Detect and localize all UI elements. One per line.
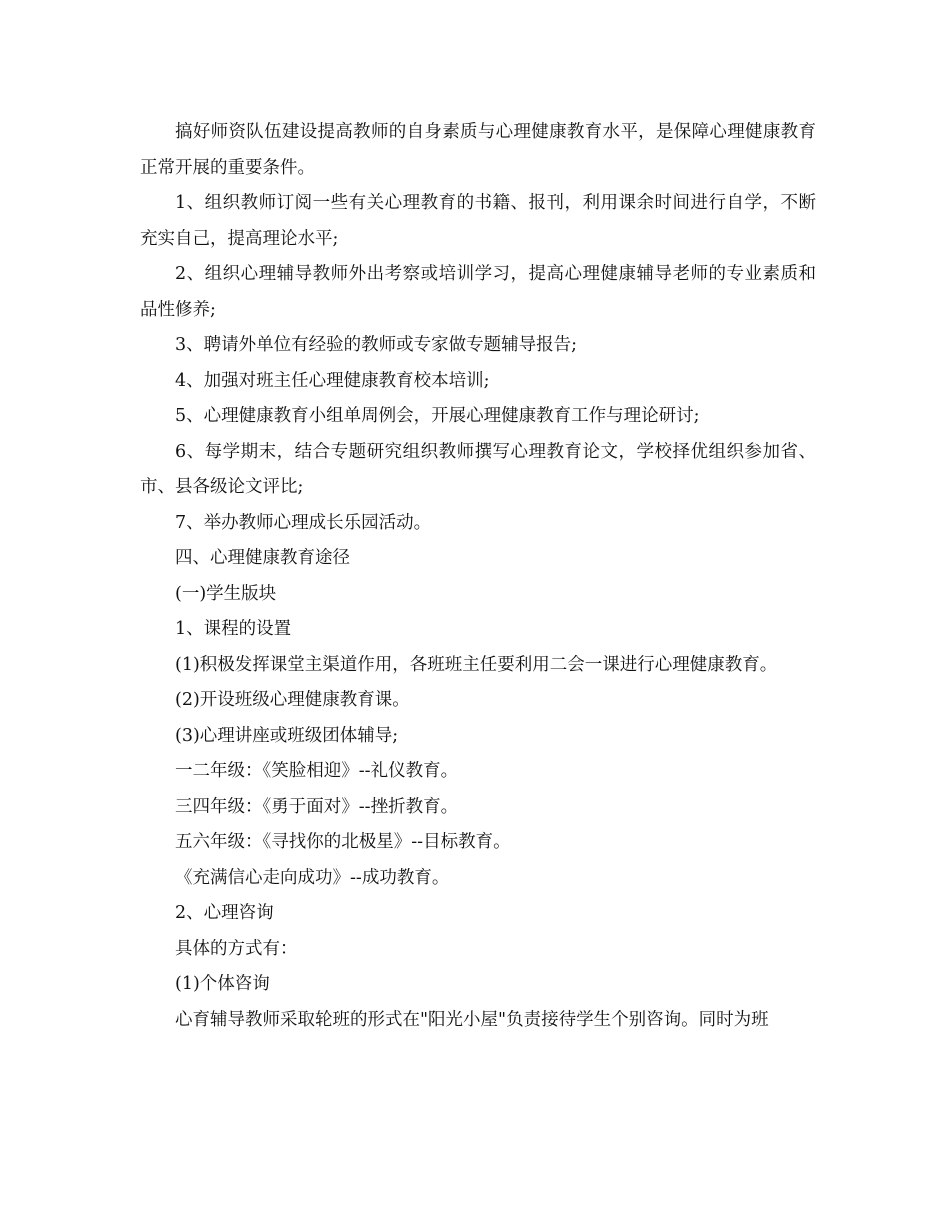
course-item-3: (3)心理讲座或班级团体辅导; [175,725,399,746]
list-item-2: 2、组织心理辅导教师外出考察或培训学习，提高心理健康辅导老师的专业素质和品性修养; [140,264,816,320]
item-heading-courses: 1、课程的设置 [175,619,292,639]
item-heading-counseling: 2、心理咨询 [175,903,274,923]
list-item-3: 3、聘请外单位有经验的教师或专家做专题辅导报告; [175,335,578,355]
methods-intro: 具体的方式有： [175,938,298,959]
section-heading-4: 四、心理健康教育途径 [175,548,350,568]
list-item-6: 6、每学期末，结合专题研究组织教师撰写心理教育论文，学校择优组织参加省、市、县各级论文评比; [140,441,816,497]
paragraph-staff-building: 搞好师资队伍建设提高教师的自身素质与心理健康教育水平，是保障心理健康教育正常开展的重要条件。 [140,122,816,178]
paragraph-individual-detail: 心育辅导教师采取轮班的形式在"阳光小屋"负责接待学生个别咨询。同时为班 [175,1009,769,1030]
grade-line-1-2: 一二年级：《笑脸相迎》--礼仪教育。 [175,761,459,781]
grade-line-5-6: 五六年级：《寻找你的北极星》--目标教育。 [175,832,511,852]
list-item-5: 5、心理健康教育小组单周例会，开展心理健康教育工作与理论研讨; [175,406,700,426]
list-item-7: 7、举办教师心理成长乐园活动。 [175,512,432,533]
method-individual: (1)个体咨询 [175,974,270,994]
list-item-1: 1、组织教师订阅一些有关心理教育的书籍、报刊，利用课余时间进行自学，不断充实自己，提高理论水平; [140,193,816,249]
course-item-2: (2)开设班级心理健康教育课。 [175,690,410,710]
document-body [140,115,816,1038]
course-item-1: (1)积极发挥课堂主渠道作用，各班班主任要利用二会一课进行心理健康教育。 [175,654,778,675]
grade-line-success: 《充满信心走向成功》--成功教育。 [175,867,450,888]
subsection-heading-students: (一)学生版块 [175,583,277,604]
list-item-4: 4、加强对班主任心理健康教育校本培训; [175,370,490,391]
grade-line-3-4: 三四年级：《勇于面对》--挫折教育。 [175,796,459,817]
